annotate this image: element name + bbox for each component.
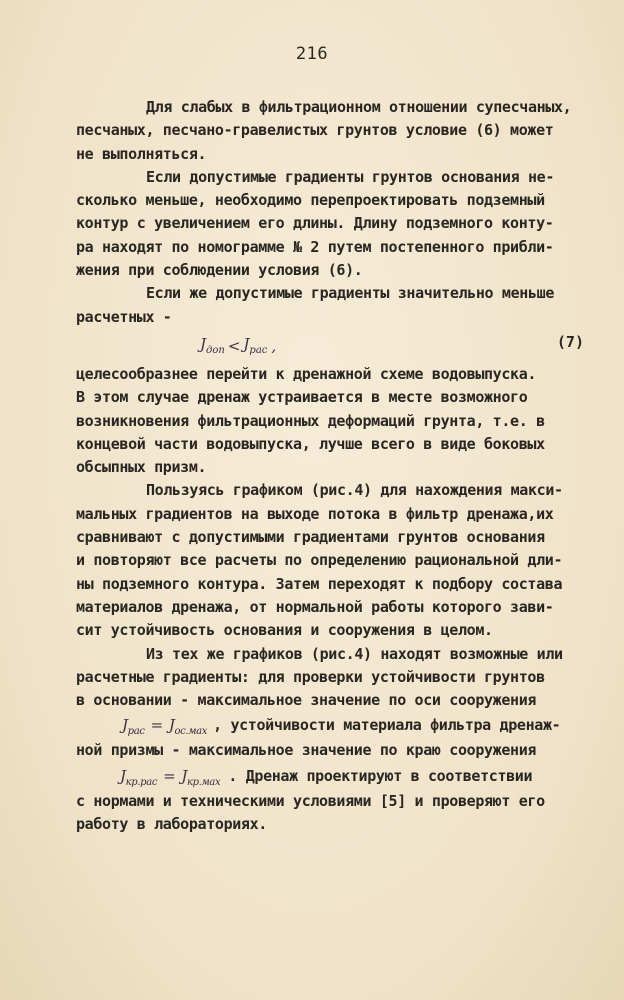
text-line: Пользуясь графиком (рис.4) для нахождения макси- — [146, 481, 563, 500]
formula-j-kr-ras: $J_{кр.рас}$ — [120, 766, 158, 788]
formula-7 — [76, 329, 616, 363]
text-line: расчетных - — [76, 307, 172, 326]
text-line: концевой части водовыпуска, лучше всего в виде боковых — [76, 434, 545, 453]
text-line: с нормами и техническими условиями [5] и проверяют его — [76, 791, 545, 810]
text-line: сит устойчивость основания и сооружения в целом. — [76, 621, 493, 640]
body-text — [76, 96, 616, 836]
text-line: обсыпных призм. — [76, 458, 207, 477]
text-line: Из тех же графиков (рис.4) находят возможные или — [146, 644, 563, 663]
formula-line-text: , устойчивости материала фильтра дренаж- — [213, 716, 561, 735]
text-line: сравнивают с допустимыми градиентами грунтов основания — [76, 528, 545, 547]
formula-7-tail: , — [271, 336, 277, 355]
formula-equals: = — [163, 766, 176, 785]
text-line: расчетные градиенты: для проверки устойчивости грунтов — [76, 667, 545, 686]
text-line: мальных градиентов на выходе потока в фильтр дренажа,их — [76, 504, 554, 523]
formula-j-kr-max: $J_{кр.мах}$ — [181, 766, 221, 788]
formula-equals: = — [150, 716, 163, 735]
formula-line-text: . Дренаж проектируют в соответствии — [228, 766, 533, 785]
text-line: Если допустимые градиенты грунтов основания не- — [146, 167, 554, 186]
formula-line-2 — [76, 763, 616, 790]
text-line: целесообразнее перейти к дренажной схеме водовыпуска. — [76, 364, 537, 383]
text-line: Для слабых в фильтрационном отношении супесчаных, — [146, 98, 572, 116]
text-line: В этом случае дренаж устраивается в месте возможного — [76, 388, 528, 407]
formula-7-operator: < — [227, 336, 241, 355]
text-line: песчаных, песчано-гравелистых грунтов условие (6) может — [76, 121, 554, 140]
text-line: ны подземного контура. Затем переходят к подбору состава — [76, 574, 563, 593]
text-line: ра находят по номограмме № 2 путем постепенного прибли- — [76, 237, 554, 256]
text-line: в основании - максимальное значение по оси сооружения — [76, 691, 537, 710]
formula-7-right: $J_{рас}$ — [243, 335, 268, 357]
text-line: и повторяют все расчеты по определению рациональной дли- — [76, 551, 563, 570]
text-line: возникновения фильтрационных деформаций грунта, т.е. в — [76, 411, 545, 430]
equation-number: (7) — [556, 332, 584, 351]
formula-j-ras: $J_{рас}$ — [122, 716, 145, 738]
text-line: не выполняться. — [76, 144, 207, 163]
formula-7-left: $J_{доп}$ — [200, 335, 225, 357]
page-number: 216 — [295, 44, 329, 64]
text-line: ной призмы - максимальное значение по краю сооружения — [76, 741, 537, 760]
text-line: материалов дренажа, от нормальной работы которого зави- — [76, 597, 554, 616]
formula-line-1 — [76, 712, 616, 739]
formula-j-os-max: $J_{ос.мах}$ — [168, 716, 208, 738]
text-line: сколько меньше, необходимо перепроектировать подземный — [76, 191, 545, 210]
text-line: контур с увеличением его длины. Длину подземного конту- — [76, 214, 554, 233]
text-line: работу в лабораториях. — [76, 815, 267, 834]
text-line: жения при соблюдении условия (6). — [76, 261, 363, 280]
text-line: Если же допустимые градиенты значительно меньше — [146, 284, 554, 303]
